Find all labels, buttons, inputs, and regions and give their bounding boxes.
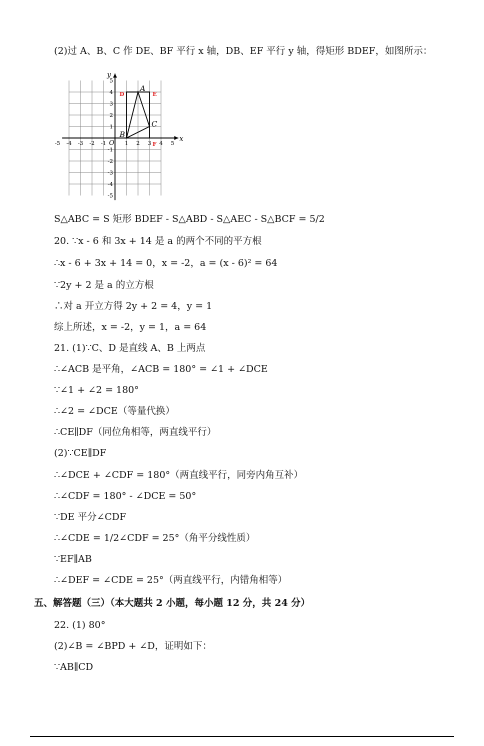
x-tick-label: 3 [147,141,152,147]
line-q21-e: ∴CE∥DF（同位角相等，两直线平行） [54,427,217,438]
x-tick-label: -5 [54,141,61,147]
line-q20-d: ∴对 a 开立方得 2y + 2 = 4，y = 1 [54,301,213,312]
line-part2-intro: (2)过 A、B、C 作 DE、BF 平行 x 轴，DB、EF 平行 y 轴，得矩形 BDEF，如图所示： [54,46,433,57]
line-q20-a: 20. ∵x - 6 和 3x + 14 是 a 的两个不同的平方根 [54,236,262,247]
x-tick-label: 2 [136,141,140,147]
line-area-formula: S△ABC = S 矩形 BDEF - S△ABD - S△AEC - S△BCF = 5/2 [54,214,325,225]
line-q21-a: 21. (1)∵C、D 是直线 A、B 上两点 [54,343,206,354]
y-tick-label: -5 [107,193,113,200]
x-tick-label: -2 [89,141,95,147]
y-tick-label: 4 [109,90,113,96]
x-tick-label: 5 [170,141,175,147]
line-q21-j: ∴∠CDE = 1/2∠CDF = 25°（角平分线性质） [54,533,256,544]
line-q21-c: ∵∠1 + ∠2 = 180° [54,385,139,396]
coordinate-figure [54,66,189,201]
section-heading: 五、解答题（三）（本大题共 2 小题，每小题 12 分，共 24 分） [34,598,311,609]
line-q21-k: ∵EF∥AB [54,554,92,565]
line-q20-c: ∵2y + 2 是 a 的立方根 [54,280,154,291]
line-q21-g: ∴∠DCE + ∠CDF = 180°（两直线平行，同旁内角互补） [54,470,304,481]
line-q22-c: ∵AB∥CD [54,662,94,673]
x-tick-label: 1 [124,141,129,147]
x-tick-label: -4 [66,141,72,147]
y-tick-label: 2 [109,113,113,119]
y-tick-label: 1 [109,124,113,131]
line-q21-i: ∵DE 平分∠CDF [54,512,127,523]
point-b-label: B [119,130,126,139]
footer-rule [30,736,454,737]
y-axis-arrow [113,74,117,78]
y-tick-label: 3 [109,101,113,108]
line-q22-b: (2)∠B = ∠BPD + ∠D，证明如下： [54,641,212,652]
y-tick-label: -3 [107,170,113,177]
x-tick-label: 4 [159,141,163,147]
point-e-label: E [152,92,157,98]
x-tick-label: -3 [77,141,84,147]
y-tick-label: 5 [109,78,113,85]
point-d-label: D [119,92,125,98]
line-q20-b: ∴x - 6 + 3x + 14 = 0，x = -2，a = (x - 6)² = 64 [54,258,278,269]
y-tick-label: -1 [107,147,113,154]
line-q21-l: ∴∠DEF = ∠CDE = 25°（两直线平行，内错角相等） [54,575,288,586]
x-axis-label: x [179,135,184,143]
point-f-label: F [152,142,157,148]
y-axis-label: y [107,71,111,80]
line-q21-b: ∴∠ACB 是平角，∠ACB = 180° = ∠1 + ∠DCE [54,364,268,375]
line-q21-d: ∴∠2 = ∠DCE（等量代换） [54,406,175,417]
origin-label: O [109,139,115,147]
line-q21-f: (2)∵CE∥DF [54,448,107,459]
y-tick-label: -4 [107,182,113,188]
x-axis-arrow [174,136,178,140]
line-q22-a: 22. (1) 80° [54,620,106,631]
point-a-label: A [140,84,146,93]
x-tick-label: -1 [100,141,107,147]
line-q21-h: ∴∠CDF = 180° - ∠DCE = 50° [54,491,197,502]
y-tick-label: -2 [107,159,113,165]
point-c-label: C [151,119,158,129]
line-q20-e: 综上所述，x = -2，y = 1，a = 64 [54,322,207,333]
